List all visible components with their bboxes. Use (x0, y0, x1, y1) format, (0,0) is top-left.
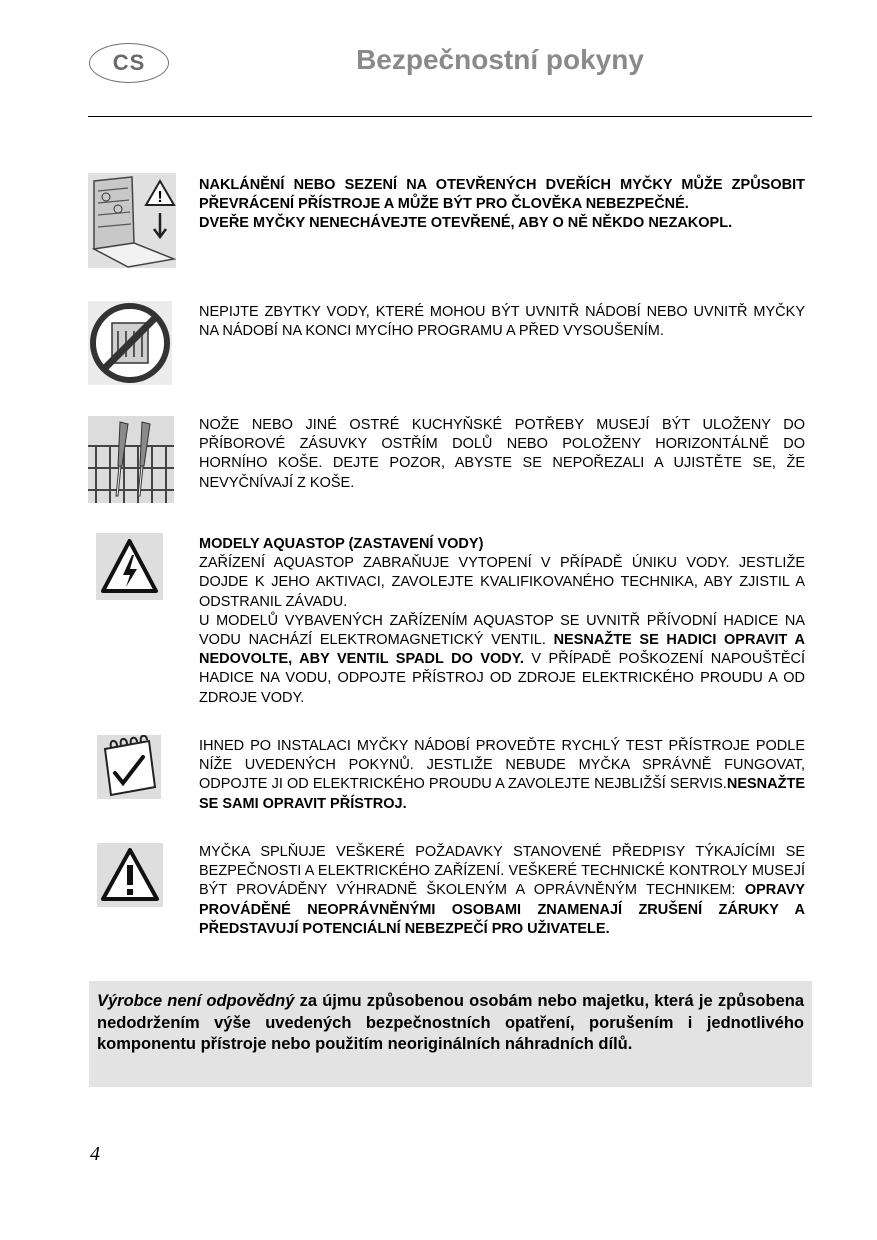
page-number: 4 (90, 1143, 100, 1165)
page-title: Bezpečnostní pokyny (356, 44, 644, 75)
section-text (199, 612, 805, 708)
general-warning-icon (97, 843, 163, 907)
section-text: NAKLÁNĚNÍ NEBO SEZENÍ NA OTEVŘENÝCH DVEŘÍCH MYČKY MŮŽE ZPŮSOBIT PŘEVRÁCENÍ PŘÍSTROJE A MŮŽE BÝT PRO ČLOVĚKA NEBEZPEČNÉ. (199, 177, 805, 213)
section-aquastop (199, 535, 805, 708)
section-text-emphasis: OPRAVY PROVÁDĚNÉ NEOPRÁVNĚNÝMI OSOBAMI ZNAMENAJÍ ZRUŠENÍ ZÁRUKY A PŘEDSTAVUJÍ POTENCIÁLNÍ NEBEZPEČÍ PRO UŽIVATELE. (199, 882, 805, 937)
section-text (199, 737, 805, 814)
section-tip-over (199, 176, 805, 234)
section-text-run: V PŘÍPADĚ POŠKOZENÍ NAPOUŠTĚCÍ HADICE NA VODU, ODPOJTE PŘÍSTROJ OD ZDROJE ELEKTRICKÉHO PROUDU A OD ZDROJE VODY. (199, 651, 805, 706)
dishwasher-door-tip-warning-icon (88, 173, 176, 268)
section-text: NOŽE NEBO JINÉ OSTRÉ KUCHYŇSKÉ POTŘEBY MUSEJÍ BÝT ULOŽENY DO PŘÍBOROVÉ ZÁSUVKY OSTŘÍM DOLŮ NEBO POLOŽENY HORIZONTÁLNĚ DO HORNÍHO KOŠE. DEJTE POZOR, ABYSTE SE NEPOŘEZALI A UJISTĚTE SE, ŽE NEVYČNÍVAJÍ Z KOŠE. (199, 417, 805, 491)
section-no-drinking (199, 303, 805, 341)
section-text: ZAŘÍZENÍ AQUASTOP ZABRAŇUJE VYTOPENÍ V PŘÍPADĚ ÚNIKU VODY. JESTLIŽE DOJDE K JEHO AKTIVACI, ZAVOLEJTE KVALIFIKOVANÉHO TECHNIKA, ABY ZJISTIL A ODSTRANIL ZÁVADU. (199, 555, 805, 610)
section-text: NEPIJTE ZBYTKY VODY, KTERÉ MOHOU BÝT UVNITŘ NÁDOBÍ NEBO UVNITŘ MYČKY NA NÁDOBÍ NA KONCI MYCÍHO PROGRAMU A PŘED VYSOUŠENÍM. (199, 304, 805, 340)
checklist-notepad-icon (97, 735, 161, 799)
section-text: DVEŘE MYČKY NENECHÁVEJTE OTEVŘENÉ, ABY O NĚ NĚKDO NEZAKOPL. (199, 215, 733, 232)
knives-in-basket-icon (88, 416, 174, 503)
section-knives (199, 416, 805, 493)
section-heading: MODELY AQUASTOP (ZASTAVENÍ VODY) (199, 536, 484, 552)
no-drinking-water-icon (88, 301, 172, 385)
section-general-warning (199, 843, 805, 939)
language-badge: CS (89, 43, 169, 83)
header-divider (88, 116, 812, 117)
disclaimer-lead: Výrobce není odpovědný (97, 992, 295, 1010)
svg-text:!: ! (157, 189, 163, 206)
section-text-run: MYČKA SPLŇUJE VEŠKERÉ POŽADAVKY STANOVENÉ PŘEDPISY TÝKAJÍCÍMI SE BEZPEČNOSTI A ELEKTRICKÉHO ZAŘÍZENÍ. VEŠKERÉ TECHNICKÉ KONTROLY MUSEJÍ BÝT PROVÁDĚNY VÝHRADNĚ ŠKOLENÝM A OPRÁVNĚNÝM TECHNIKEM: (199, 844, 805, 899)
section-text-emphasis: NESNAŽTE SE SAMI OPRAVIT PŘÍSTROJ. (199, 776, 805, 812)
disclaimer-text: za újmu způsobenou osobám nebo majetku, která je způsobena nedodržením výše uvedených bezpečnostních opatření, porušením i jednotlivého komponentu přístroje nebo použitím neoriginálních náhradních dílů. (97, 992, 804, 1053)
section-text (199, 843, 805, 939)
section-text-run: IHNED PO INSTALACI MYČKY NÁDOBÍ PROVEĎTE RYCHLÝ TEST PŘÍSTROJE PODLE NÍŽE UVEDENÝCH POKYNŮ. JESTLIŽE NEBUDE MYČKA SPRÁVNĚ FUNGOVAT, ODPOJTE JI OD ELEKTRICKÉHO PROUDU A ZAVOLEJTE NEJBLIŽŠÍ SERVIS. (199, 738, 805, 793)
disclaimer-box (89, 981, 812, 1087)
section-quick-test (199, 737, 805, 814)
electrical-hazard-icon (96, 533, 163, 600)
section-text-emphasis: NESNAŽTE SE HADICI OPRAVIT A NEDOVOLTE, ABY VENTIL SPADL DO VODY. (199, 632, 805, 668)
section-text-run: U MODELŮ VYBAVENÝCH ZAŘÍZENÍM AQUASTOP SE UVNITŘ PŘÍVODNÍ HADICE NA VODU NACHÁZÍ ELEKTROMAGNETICKÝ VENTIL. (199, 612, 805, 649)
